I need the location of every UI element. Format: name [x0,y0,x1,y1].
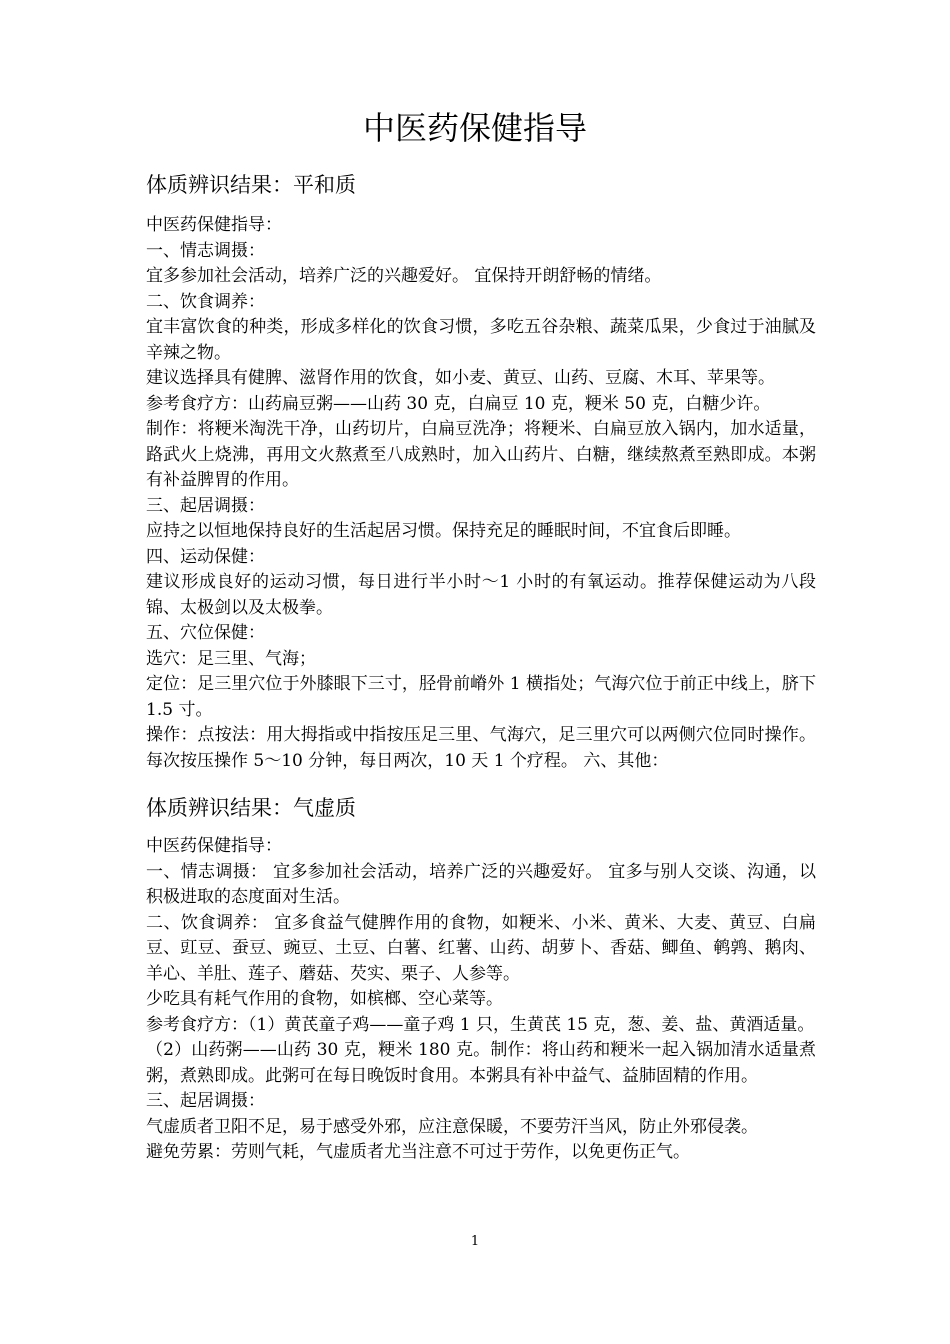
section-heading-qixu: 体质辨识结果：气虚质 [146,796,356,820]
body-line: 避免劳累：劳则气耗，气虚质者尤当注意不可过于劳作，以免更伤正气。 [146,1142,690,1162]
body-line: 宜多参加社会活动，培养广泛的兴趣爱好。 宜保持开朗舒畅的情绪。 [146,266,662,286]
body-line: 中医药保健指导： [146,215,282,235]
body-line: 参考食疗方：山药扁豆粥——山药 30 克，白扁豆 10 克，粳米 50 克，白糖少许。 [146,393,771,414]
section-body-pinghe [146,213,816,774]
body-line: 定位：足三里穴位于外膝眼下三寸，胫骨前嵴外 1 横指处；气海穴位于前正中线上，脐下 1.5 寸。 [146,674,816,720]
body-line: 选穴：足三里、气海； [146,648,316,669]
page-number: 1 [470,1234,480,1249]
body-line: 五、穴位保健： [146,623,265,643]
page-title: 中医药保健指导 [362,109,587,147]
body-line: 二、饮食调养： 宜多食益气健脾作用的食物，如粳米、小米、黄米、大麦、黄豆、白扁豆、豇豆、蚕豆、豌豆、土豆、白薯、红薯、山药、胡萝卜、香菇、鲫鱼、鹌鹑、鹅肉、羊心、羊肚、莲子、蘑菇、芡实、栗子、人参等。 [146,912,816,984]
body-line: 一、情志调摄： 宜多参加社会活动，培养广泛的兴趣爱好。 宜多与别人交谈、沟通，以积极进取的态度面对生活。 [146,861,816,907]
body-line: 应持之以恒地保持良好的生活起居习惯。保持充足的睡眠时间，不宜食后即睡。 [146,521,741,541]
body-line: 二、饮食调养： [146,291,265,312]
body-line: 四、运动保健： [146,546,265,567]
body-line: 宜丰富饮食的种类，形成多样化的饮食习惯，多吃五谷杂粮、蔬菜瓜果，少食过于油腻及辛辣之物。 [146,317,816,363]
body-line: 三、起居调摄： [146,1091,265,1111]
body-line: 参考食疗方：（1）黄芪童子鸡——童子鸡 1 只，生黄芪 15 克，葱、姜、盐、黄酒适量。 [146,1014,815,1035]
body-line: 中医药保健指导： [146,836,282,856]
body-line: 气虚质者卫阳不足，易于感受外邪，应注意保暖，不要劳汗当风，防止外邪侵袭。 [146,1116,758,1137]
body-line: 一、情志调摄： [146,240,265,261]
body-line: 少吃具有耗气作用的食物，如槟榔、空心菜等。 [146,989,503,1009]
body-line: 制作：将粳米淘洗干净，山药切片，白扁豆洗净；将粳米、白扁豆放入锅内，加水适量，路武火上烧沸，再用文火熬煮至八成熟时，加入山药片、白糖，继续熬煮至熟即成。本粥有补益脾胃的作用。 [146,419,816,490]
body-line: （2）山药粥——山药 30 克，粳米 180 克。制作：将山药和粳米一起入锅加清水适量煮粥，煮熟即成。此粥可在每日晚饭时食用。本粥具有补中益气、益肺固精的作用。 [146,1040,816,1086]
body-line: 操作：点按法：用大拇指或中指按压足三里、气海穴，足三里穴可以两侧穴位同时操作。每次按压操作 5～10 分钟，每日两次，10 天 1 个疗程。 六、其他： [146,725,816,771]
body-line: 三、起居调摄： [146,495,265,516]
section-heading-pinghe: 体质辨识结果：平和质 [146,173,356,197]
section-body-qixu [146,834,816,1166]
body-line: 建议选择具有健脾、滋肾作用的饮食，如小麦、黄豆、山药、豆腐、木耳、苹果等。 [146,368,775,388]
body-line: 建议形成良好的运动习惯，每日进行半小时～1 小时的有氧运动。推荐保健运动为八段锦、太极剑以及太极拳。 [146,572,816,618]
